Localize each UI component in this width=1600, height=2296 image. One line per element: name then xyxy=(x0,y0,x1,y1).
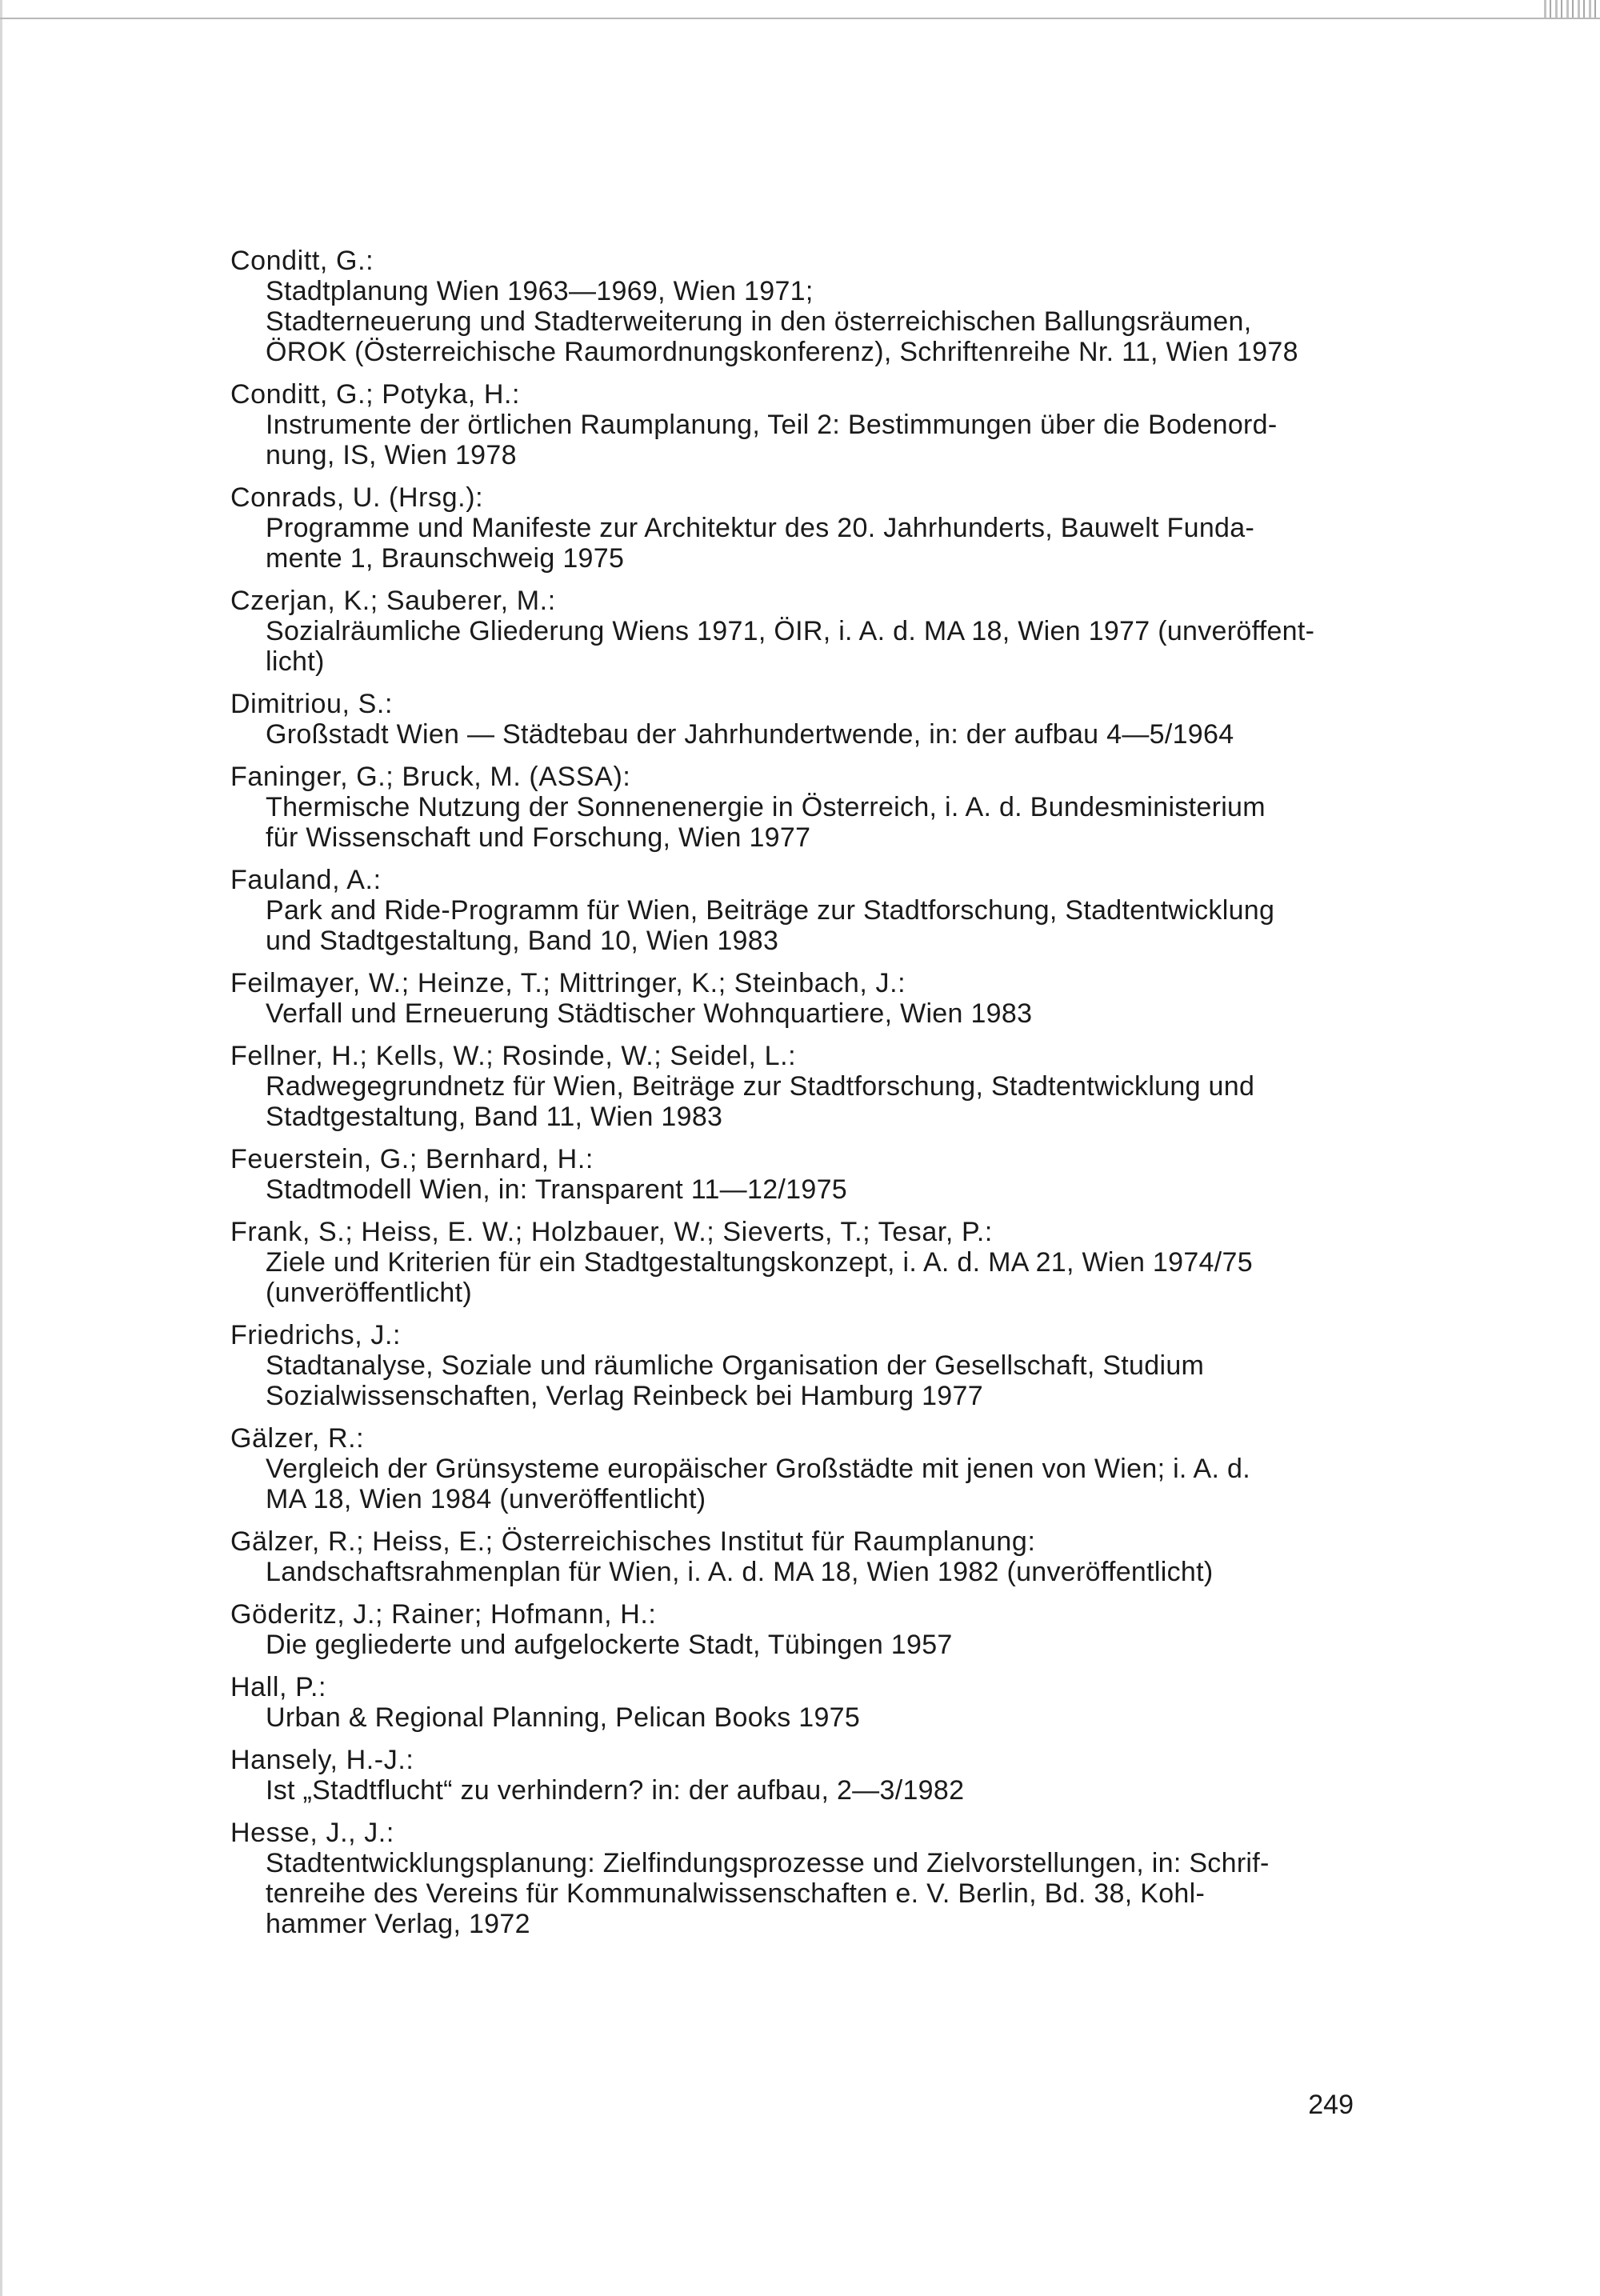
bibliography-entry xyxy=(230,1745,1362,1806)
entry-work-line: Programme und Manifeste zur Architektur des 20. Jahrhunderts, Bauwelt Funda- xyxy=(266,513,1255,543)
entry-work-line: MA 18, Wien 1984 (unveröffentlicht) xyxy=(266,1484,706,1514)
entry-author: Fellner, H.; Kells, W.; Rosinde, W.; Seidel, L.: xyxy=(230,1041,797,1071)
entry-work-line: Die gegliederte und aufgelockerte Stadt, Tübingen 1957 xyxy=(266,1630,953,1660)
entry-work-line: Verfall und Erneuerung Städtischer Wohnquartiere, Wien 1983 xyxy=(266,998,1033,1029)
entry-work-line: Stadtanalyse, Soziale und räumliche Organisation der Gesellschaft, Studium xyxy=(266,1350,1205,1381)
entry-author: Conditt, G.; Potyka, H.: xyxy=(230,379,521,410)
entry-work-line: Sozialräumliche Gliederung Wiens 1971, ÖIR, i. A. d. MA 18, Wien 1977 (unveröffent- xyxy=(266,616,1315,646)
entry-author: Gälzer, R.: xyxy=(230,1423,365,1454)
bibliography-entry xyxy=(230,246,1362,367)
entry-author: Feuerstein, G.; Bernhard, H.: xyxy=(230,1144,594,1174)
bibliography-entry xyxy=(230,1217,1362,1308)
bibliography-entry xyxy=(230,379,1362,470)
entry-author: Hesse, J., J.: xyxy=(230,1818,394,1848)
entry-work-line: Sozialwissenschaften, Verlag Reinbeck bei Hamburg 1977 xyxy=(266,1381,983,1411)
entry-work-line: für Wissenschaft und Forschung, Wien 1977 xyxy=(266,822,811,853)
entry-work-line: Ziele und Kriterien für ein Stadtgestaltungskonzept, i. A. d. MA 21, Wien 1974/75 xyxy=(266,1247,1253,1278)
entry-work-line: Vergleich der Grünsysteme europäischer Großstädte mit jenen von Wien; i. A. d. xyxy=(266,1454,1250,1484)
bibliography-entry xyxy=(230,762,1362,853)
entry-work-line: Landschaftsrahmenplan für Wien, i. A. d. MA 18, Wien 1982 (unveröffentlicht) xyxy=(266,1557,1214,1587)
scan-corner-mark xyxy=(1544,0,1600,18)
entry-work-line: (unveröffentlicht) xyxy=(266,1278,473,1308)
entry-work-line: Instrumente der örtlichen Raumplanung, Teil 2: Bestimmungen über die Bodenord- xyxy=(266,410,1278,440)
bibliography-entry xyxy=(230,1672,1362,1733)
entry-work-line: Stadtentwicklungsplanung: Zielfindungsprozesse und Zielvorstellungen, in: Schrif- xyxy=(266,1848,1270,1878)
entry-work-line: Stadtgestaltung, Band 11, Wien 1983 xyxy=(266,1102,723,1132)
entry-author: Conditt, G.: xyxy=(230,246,374,276)
entry-author: Frank, S.; Heiss, E. W.; Holzbauer, W.; Sieverts, T.; Tesar, P.: xyxy=(230,1217,993,1247)
entry-author: Friedrichs, J.: xyxy=(230,1320,402,1350)
entry-work-line: nung, IS, Wien 1978 xyxy=(266,440,517,470)
entry-work-line: Großstadt Wien — Städtebau der Jahrhundertwende, in: der aufbau 4—5/1964 xyxy=(266,719,1234,750)
entry-work-line: Thermische Nutzung der Sonnenenergie in Österreich, i. A. d. Bundesministerium xyxy=(266,792,1266,822)
bibliography-entry xyxy=(230,482,1362,574)
entry-work-line: Park and Ride-Programm für Wien, Beiträge zur Stadtforschung, Stadtentwicklung xyxy=(266,895,1275,926)
bibliography-entry xyxy=(230,586,1362,677)
bibliography-entry xyxy=(230,1041,1362,1132)
entry-author: Gälzer, R.; Heiss, E.; Österreichisches Institut für Raumplanung: xyxy=(230,1526,1036,1557)
entry-author: Göderitz, J.; Rainer; Hofmann, H.: xyxy=(230,1599,657,1630)
entry-work-line: Ist „Stadtflucht“ zu verhindern? in: der aufbau, 2—3/1982 xyxy=(266,1775,965,1806)
bibliography-entry xyxy=(230,1423,1362,1514)
page-number: 249 xyxy=(1308,2090,1354,2120)
entry-work-line: Stadterneuerung und Stadterweiterung in den österreichischen Ballungsräumen, xyxy=(266,306,1252,337)
entry-work-line: licht) xyxy=(266,646,325,677)
bibliography-entry xyxy=(230,968,1362,1029)
page-top-rule xyxy=(0,18,1600,19)
bibliography-entry xyxy=(230,1320,1362,1411)
entry-work-line: Stadtmodell Wien, in: Transparent 11—12/1975 xyxy=(266,1174,847,1205)
bibliography-entry xyxy=(230,1144,1362,1205)
page-left-edge xyxy=(0,0,2,2296)
entry-work-line: Urban & Regional Planning, Pelican Books 1975 xyxy=(266,1702,861,1733)
entry-work-line: Stadtplanung Wien 1963—1969, Wien 1971; xyxy=(266,276,814,306)
entry-author: Hall, P.: xyxy=(230,1672,327,1702)
entry-author: Dimitriou, S.: xyxy=(230,689,393,719)
bibliography-list xyxy=(230,246,1362,1951)
entry-author: Feilmayer, W.; Heinze, T.; Mittringer, K.; Steinbach, J.: xyxy=(230,968,906,998)
entry-work-line: ÖROK (Österreichische Raumordnungskonferenz), Schriftenreihe Nr. 11, Wien 1978 xyxy=(266,337,1298,367)
entry-work-line: tenreihe des Vereins für Kommunalwissenschaften e. V. Berlin, Bd. 38, Kohl- xyxy=(266,1878,1206,1909)
entry-work-line: mente 1, Braunschweig 1975 xyxy=(266,543,625,574)
entry-work-line: Radwegegrundnetz für Wien, Beiträge zur Stadtforschung, Stadtentwicklung und xyxy=(266,1071,1255,1102)
bibliography-entry xyxy=(230,689,1362,750)
entry-author: Faninger, G.; Bruck, M. (ASSA): xyxy=(230,762,631,792)
bibliography-entry xyxy=(230,865,1362,956)
entry-author: Czerjan, K.; Sauberer, M.: xyxy=(230,586,556,616)
bibliography-entry xyxy=(230,1599,1362,1660)
entry-work-line: und Stadtgestaltung, Band 10, Wien 1983 xyxy=(266,926,779,956)
entry-work-line: hammer Verlag, 1972 xyxy=(266,1909,530,1939)
bibliography-entry xyxy=(230,1526,1362,1587)
bibliography-entry xyxy=(230,1818,1362,1939)
entry-author: Hansely, H.-J.: xyxy=(230,1745,414,1775)
entry-author: Fauland, A.: xyxy=(230,865,382,895)
entry-author: Conrads, U. (Hrsg.): xyxy=(230,482,484,513)
